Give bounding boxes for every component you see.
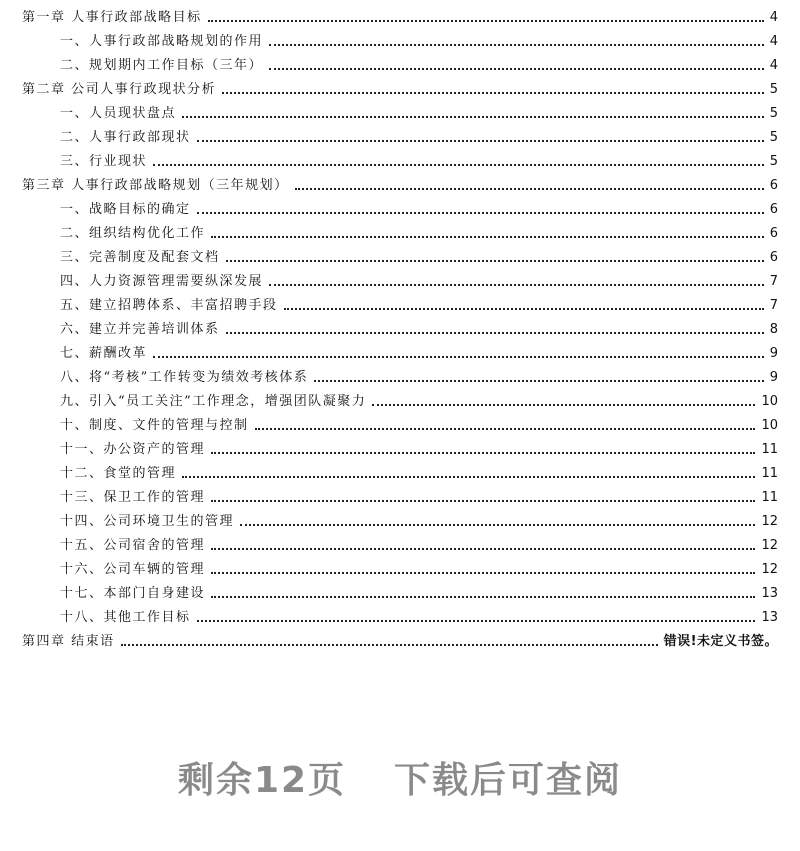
- toc-entry[interactable]: [0, 316, 800, 340]
- dot-leader: [255, 428, 756, 430]
- toc-entry-label: 第三章 人事行政部战略规划（三年规划）: [22, 178, 289, 193]
- toc-page-number: 11: [761, 466, 778, 481]
- dot-leader: [372, 404, 755, 406]
- remaining-pages-notice: [0, 752, 800, 803]
- toc-page-number: 11: [761, 490, 778, 505]
- toc-entry-label: 九、引入“员工关注”工作理念，增强团队凝聚力: [60, 394, 367, 409]
- toc-page-number: 4: [769, 34, 778, 49]
- dot-leader: [182, 476, 755, 478]
- dot-leader: [182, 116, 764, 118]
- toc-entry[interactable]: [0, 556, 800, 580]
- toc-entry[interactable]: [0, 436, 800, 460]
- download-to-view-text: 下载后可查阅: [394, 760, 623, 801]
- toc-entry-label: 第四章 结束语: [22, 634, 115, 649]
- toc-entry[interactable]: [0, 28, 800, 52]
- toc-entry[interactable]: [0, 100, 800, 124]
- toc-page-number: 6: [769, 250, 778, 265]
- dot-leader: [222, 92, 764, 94]
- toc-entry[interactable]: [0, 292, 800, 316]
- toc-entry-label: 第一章 人事行政部战略目标: [22, 10, 202, 25]
- toc-entry[interactable]: [0, 124, 800, 148]
- toc-page-number: 9: [769, 346, 778, 361]
- dot-leader: [295, 188, 764, 190]
- dot-leader: [269, 68, 764, 70]
- toc-entry-label: 三、完善制度及配套文档: [60, 250, 220, 265]
- dot-leader: [153, 356, 764, 358]
- toc-entry-label: 十三、保卫工作的管理: [60, 490, 206, 505]
- dot-leader: [226, 332, 764, 334]
- toc-page-number: 12: [761, 514, 778, 529]
- toc-page-number: 12: [761, 562, 778, 577]
- toc-entry-label: 二、组织结构优化工作: [60, 226, 206, 241]
- toc-page-number: 6: [769, 178, 778, 193]
- toc-entry[interactable]: [0, 244, 800, 268]
- toc-page-number: 4: [769, 58, 778, 73]
- toc-entry[interactable]: [0, 460, 800, 484]
- dot-leader: [197, 140, 764, 142]
- toc-page-number: 6: [769, 226, 778, 241]
- dot-leader: [197, 620, 756, 622]
- toc-entry[interactable]: [0, 148, 800, 172]
- toc-entry-label: 第二章 公司人事行政现状分析: [22, 82, 217, 97]
- toc-page-number: 6: [769, 202, 778, 217]
- toc-entry-label: 五、建立招聘体系、丰富招聘手段: [60, 298, 278, 313]
- toc-entry-label: 六、建立并完善培训体系: [60, 322, 220, 337]
- toc-entry[interactable]: [0, 580, 800, 604]
- toc-entry-label: 八、将“考核”工作转变为绩效考核体系: [60, 370, 309, 385]
- dot-leader: [240, 524, 755, 526]
- toc-entry-label: 三、行业现状: [60, 154, 148, 169]
- toc-page-number: 5: [769, 106, 778, 121]
- toc-entry-label: 十七、本部门自身建设: [60, 586, 206, 601]
- toc-entry-label: 四、人力资源管理需要纵深发展: [60, 274, 264, 289]
- toc-entry[interactable]: [0, 364, 800, 388]
- toc-entry-label: 十二、食堂的管理: [60, 466, 177, 481]
- toc-page-number: 4: [769, 10, 778, 25]
- dot-leader: [211, 500, 755, 502]
- toc-entry-label: 十、制度、文件的管理与控制: [60, 418, 249, 433]
- toc-entry-label: 一、人员现状盘点: [60, 106, 177, 121]
- toc-page-number: 5: [769, 82, 778, 97]
- toc-page-number: 8: [769, 322, 778, 337]
- dot-leader: [211, 572, 755, 574]
- toc-entry[interactable]: [0, 52, 800, 76]
- toc-page-error: 错误!未定义书签。: [663, 634, 778, 649]
- toc-page-number: 7: [769, 298, 778, 313]
- toc-page-number: 13: [761, 610, 778, 625]
- dot-leader: [226, 260, 764, 262]
- toc-entry[interactable]: [0, 220, 800, 244]
- toc-entry[interactable]: [0, 196, 800, 220]
- toc-entry[interactable]: [0, 172, 800, 196]
- remaining-pages-text: 剩余12页: [177, 760, 347, 801]
- dot-leader: [211, 452, 755, 454]
- toc-entry[interactable]: [0, 412, 800, 436]
- toc-entry[interactable]: [0, 532, 800, 556]
- toc-page-number: 5: [769, 130, 778, 145]
- dot-leader: [211, 596, 755, 598]
- toc-entry-label: 七、薪酬改革: [60, 346, 148, 361]
- dot-leader: [197, 212, 764, 214]
- toc-entry-label: 十一、办公资产的管理: [60, 442, 206, 457]
- toc-entry[interactable]: [0, 508, 800, 532]
- toc-entry-label: 二、规划期内工作目标（三年）: [60, 58, 264, 73]
- dot-leader: [211, 548, 755, 550]
- dot-leader: [121, 644, 658, 646]
- toc-entry-label: 十六、公司车辆的管理: [60, 562, 206, 577]
- toc-entry[interactable]: [0, 340, 800, 364]
- toc-entry[interactable]: [0, 388, 800, 412]
- toc-page-number: 11: [761, 442, 778, 457]
- toc-page-number: 13: [761, 586, 778, 601]
- dot-leader: [153, 164, 764, 166]
- toc-page-number: 9: [769, 370, 778, 385]
- dot-leader: [208, 20, 764, 22]
- toc-page-number: 7: [769, 274, 778, 289]
- toc-entry-label: 十四、公司环境卫生的管理: [60, 514, 235, 529]
- toc-entry-label: 十八、其他工作目标: [60, 610, 191, 625]
- toc-page-number: 12: [761, 538, 778, 553]
- dot-leader: [314, 380, 763, 382]
- dot-leader: [269, 284, 764, 286]
- toc-entry-label: 二、人事行政部现状: [60, 130, 191, 145]
- toc-page-number: 10: [761, 418, 778, 433]
- toc-entry[interactable]: [0, 604, 800, 628]
- toc-entry[interactable]: [0, 628, 800, 652]
- dot-leader: [269, 44, 764, 46]
- toc-entry-label: 十五、公司宿舍的管理: [60, 538, 206, 553]
- toc-entry[interactable]: [0, 484, 800, 508]
- toc-entry[interactable]: [0, 268, 800, 292]
- dot-leader: [211, 236, 764, 238]
- toc-page-number: 10: [761, 394, 778, 409]
- toc-entry-label: 一、人事行政部战略规划的作用: [60, 34, 264, 49]
- toc-entry-label: 一、战略目标的确定: [60, 202, 191, 217]
- toc-page-number: 5: [769, 154, 778, 169]
- toc-entry[interactable]: [0, 76, 800, 100]
- toc-entry[interactable]: [0, 4, 800, 28]
- dot-leader: [284, 308, 764, 310]
